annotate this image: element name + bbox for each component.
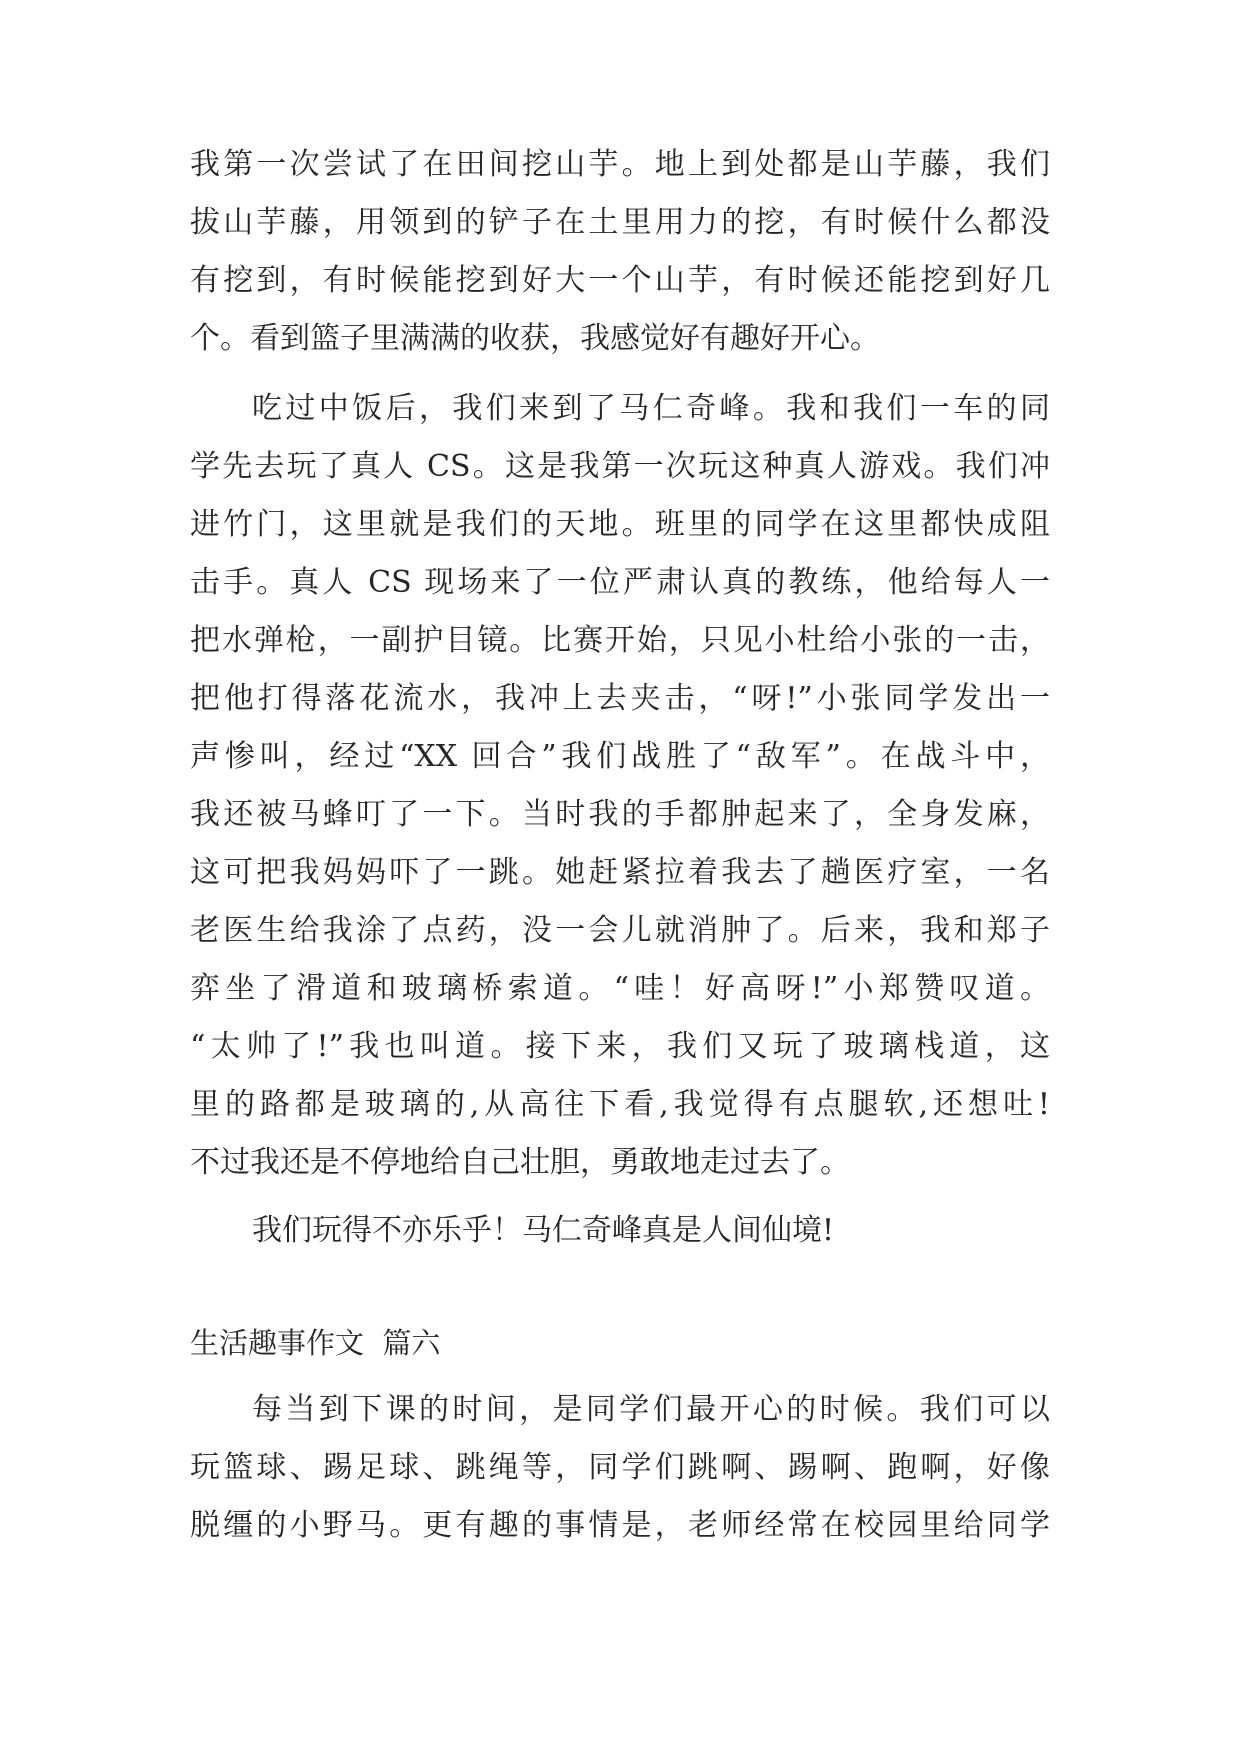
paragraph-2-line-9: 这可把我妈妈吓了一跳。她赶紧拉着我去了趟医疗室，一名 <box>190 855 1050 890</box>
paragraph-3-line-1: 我们玩得不亦乐乎！马仁奇峰真是人间仙境! <box>252 1213 835 1248</box>
paragraph-2-line-1: 吃过中饭后，我们来到了马仁奇峰。我和我们一车的同 <box>252 391 1050 426</box>
paragraph-4-line-2: 玩篮球、踢足球、跳绳等，同学们跳啊、踢啊、跑啊，好像 <box>190 1450 1050 1485</box>
paragraph-2-line-12: “太帅了!”我也叫道。接下来，我们又玩了玻璃栈道，这 <box>190 1029 1050 1064</box>
paragraph-2-line-10: 老医生给我涂了点药，没一会儿就消肿了。后来，我和郑子 <box>190 913 1050 948</box>
paragraph-2-line-5: 把水弹枪，一副护目镜。比赛开始，只见小杜给小张的一击， <box>190 623 1050 658</box>
paragraph-1-line-1: 我第一次尝试了在田间挖山芋。地上到处都是山芋藤，我们 <box>190 147 1050 182</box>
paragraph-4-line-1: 每当到下课的时间，是同学们最开心的时候。我们可以 <box>252 1392 1050 1427</box>
paragraph-1-line-2: 拔山芋藤，用领到的铲子在土里用力的挖，有时候什么都没 <box>190 205 1050 240</box>
paragraph-2-line-2: 学先去玩了真人 CS。这是我第一次玩这种真人游戏。我们冲 <box>190 449 1050 484</box>
paragraph-2-line-8: 我还被马蜂叮了一下。当时我的手都肿起来了，全身发麻， <box>190 797 1050 832</box>
paragraph-2-line-3: 进竹门，这里就是我们的天地。班里的同学在这里都快成阻 <box>190 507 1050 542</box>
paragraph-1-line-4: 个。看到篮子里满满的收获，我感觉好有趣好开心。 <box>190 321 880 356</box>
paragraph-2-line-7: 声惨叫，经过“XX 回合”我们战胜了“敌军”。在战斗中， <box>190 739 1050 774</box>
section-heading: 生活趣事作文 篇六 <box>190 1326 441 1360</box>
paragraph-2-line-6: 把他打得落花流水，我冲上去夹击，“呀!”小张同学发出一 <box>190 681 1050 716</box>
paragraph-2-line-14: 不过我还是不停地给自己壮胆，勇敢地走过去了。 <box>190 1145 850 1180</box>
paragraph-2-line-13: 里的路都是玻璃的,从高往下看,我觉得有点腿软,还想吐! <box>190 1087 1050 1122</box>
paragraph-2-line-4: 击手。真人 CS 现场来了一位严肃认真的教练，他给每人一 <box>190 565 1050 600</box>
paragraph-4-line-3: 脱缰的小野马。更有趣的事情是，老师经常在校园里给同学 <box>190 1508 1050 1543</box>
paragraph-2-line-11: 弈坐了滑道和玻璃桥索道。“哇！好高呀!”小郑赞叹道。 <box>190 971 1050 1006</box>
paragraph-1-line-3: 有挖到，有时候能挖到好大一个山芋，有时候还能挖到好几 <box>190 263 1050 298</box>
